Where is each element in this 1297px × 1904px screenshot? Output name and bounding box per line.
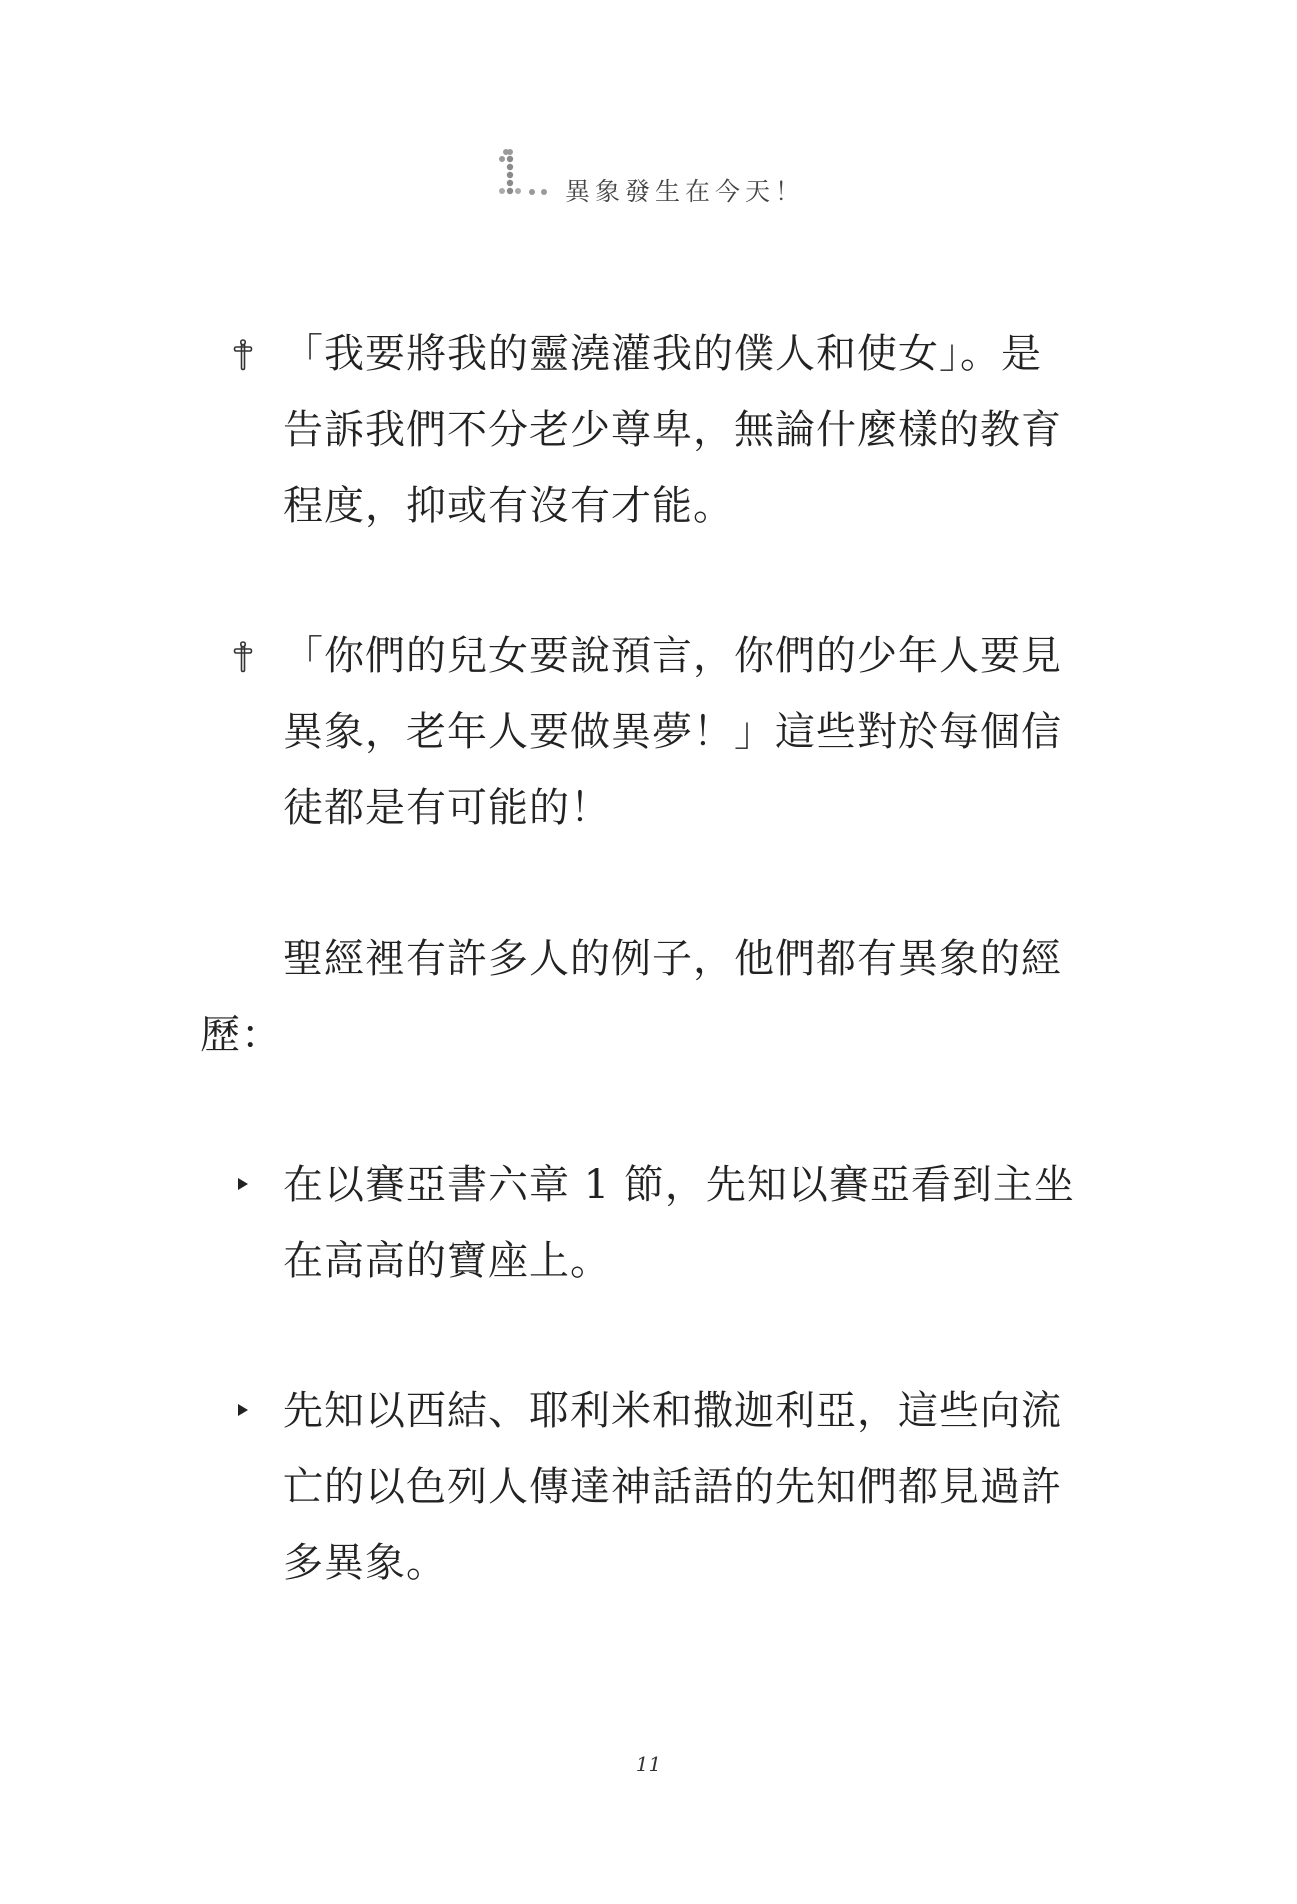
cross-icon <box>233 338 253 372</box>
paragraph-3-line-1 <box>283 921 1062 997</box>
chapter-number-mark <box>488 146 550 202</box>
paragraph-line: 亡的以色列人傳達神話語的先知們都見過許 <box>283 1464 1062 1510</box>
paragraph-line: 多異象。 <box>283 1540 447 1586</box>
paragraph-line: 歷： <box>200 1012 282 1058</box>
running-header <box>0 138 1297 208</box>
paragraph-line: 聖經裡有許多人的例子，他們都有異象的經 <box>283 936 1062 982</box>
paragraph-3-line-2 <box>200 997 282 1073</box>
paragraph-4 <box>283 1147 1075 1299</box>
paragraph-line: 告訴我們不分老少尊卑，無論什麼樣的教育 <box>283 407 1062 453</box>
header-title: 異象發生在今天！ <box>565 177 806 206</box>
cross-icon <box>233 640 253 674</box>
paragraph-line: 「你們的兒女要說預言，你們的少年人要見 <box>283 633 1062 679</box>
paragraph-5 <box>283 1373 1062 1601</box>
paragraph-line: 程度，抑或有沒有才能。 <box>283 483 734 529</box>
triangle-icon <box>236 1402 250 1418</box>
paragraph-line: 異象，老年人要做異夢！」這些對於每個信 <box>283 709 1062 755</box>
paragraph-line: 「我要將我的靈澆灌我的僕人和使女」。是 <box>283 331 1042 377</box>
paragraph-line: 徒都是有可能的！ <box>283 785 611 831</box>
paragraph-line: 先知以西結、耶利米和撒迦利亞，這些向流 <box>283 1388 1062 1434</box>
page-number: 11 <box>635 1752 662 1776</box>
paragraph-1 <box>283 316 1062 544</box>
paragraph-2 <box>283 618 1062 846</box>
paragraph-line: 在以賽亞書六章 1 節，先知以賽亞看到主坐 <box>283 1162 1075 1208</box>
paragraph-line: 在高高的寶座上。 <box>283 1238 611 1284</box>
triangle-icon <box>236 1176 250 1192</box>
